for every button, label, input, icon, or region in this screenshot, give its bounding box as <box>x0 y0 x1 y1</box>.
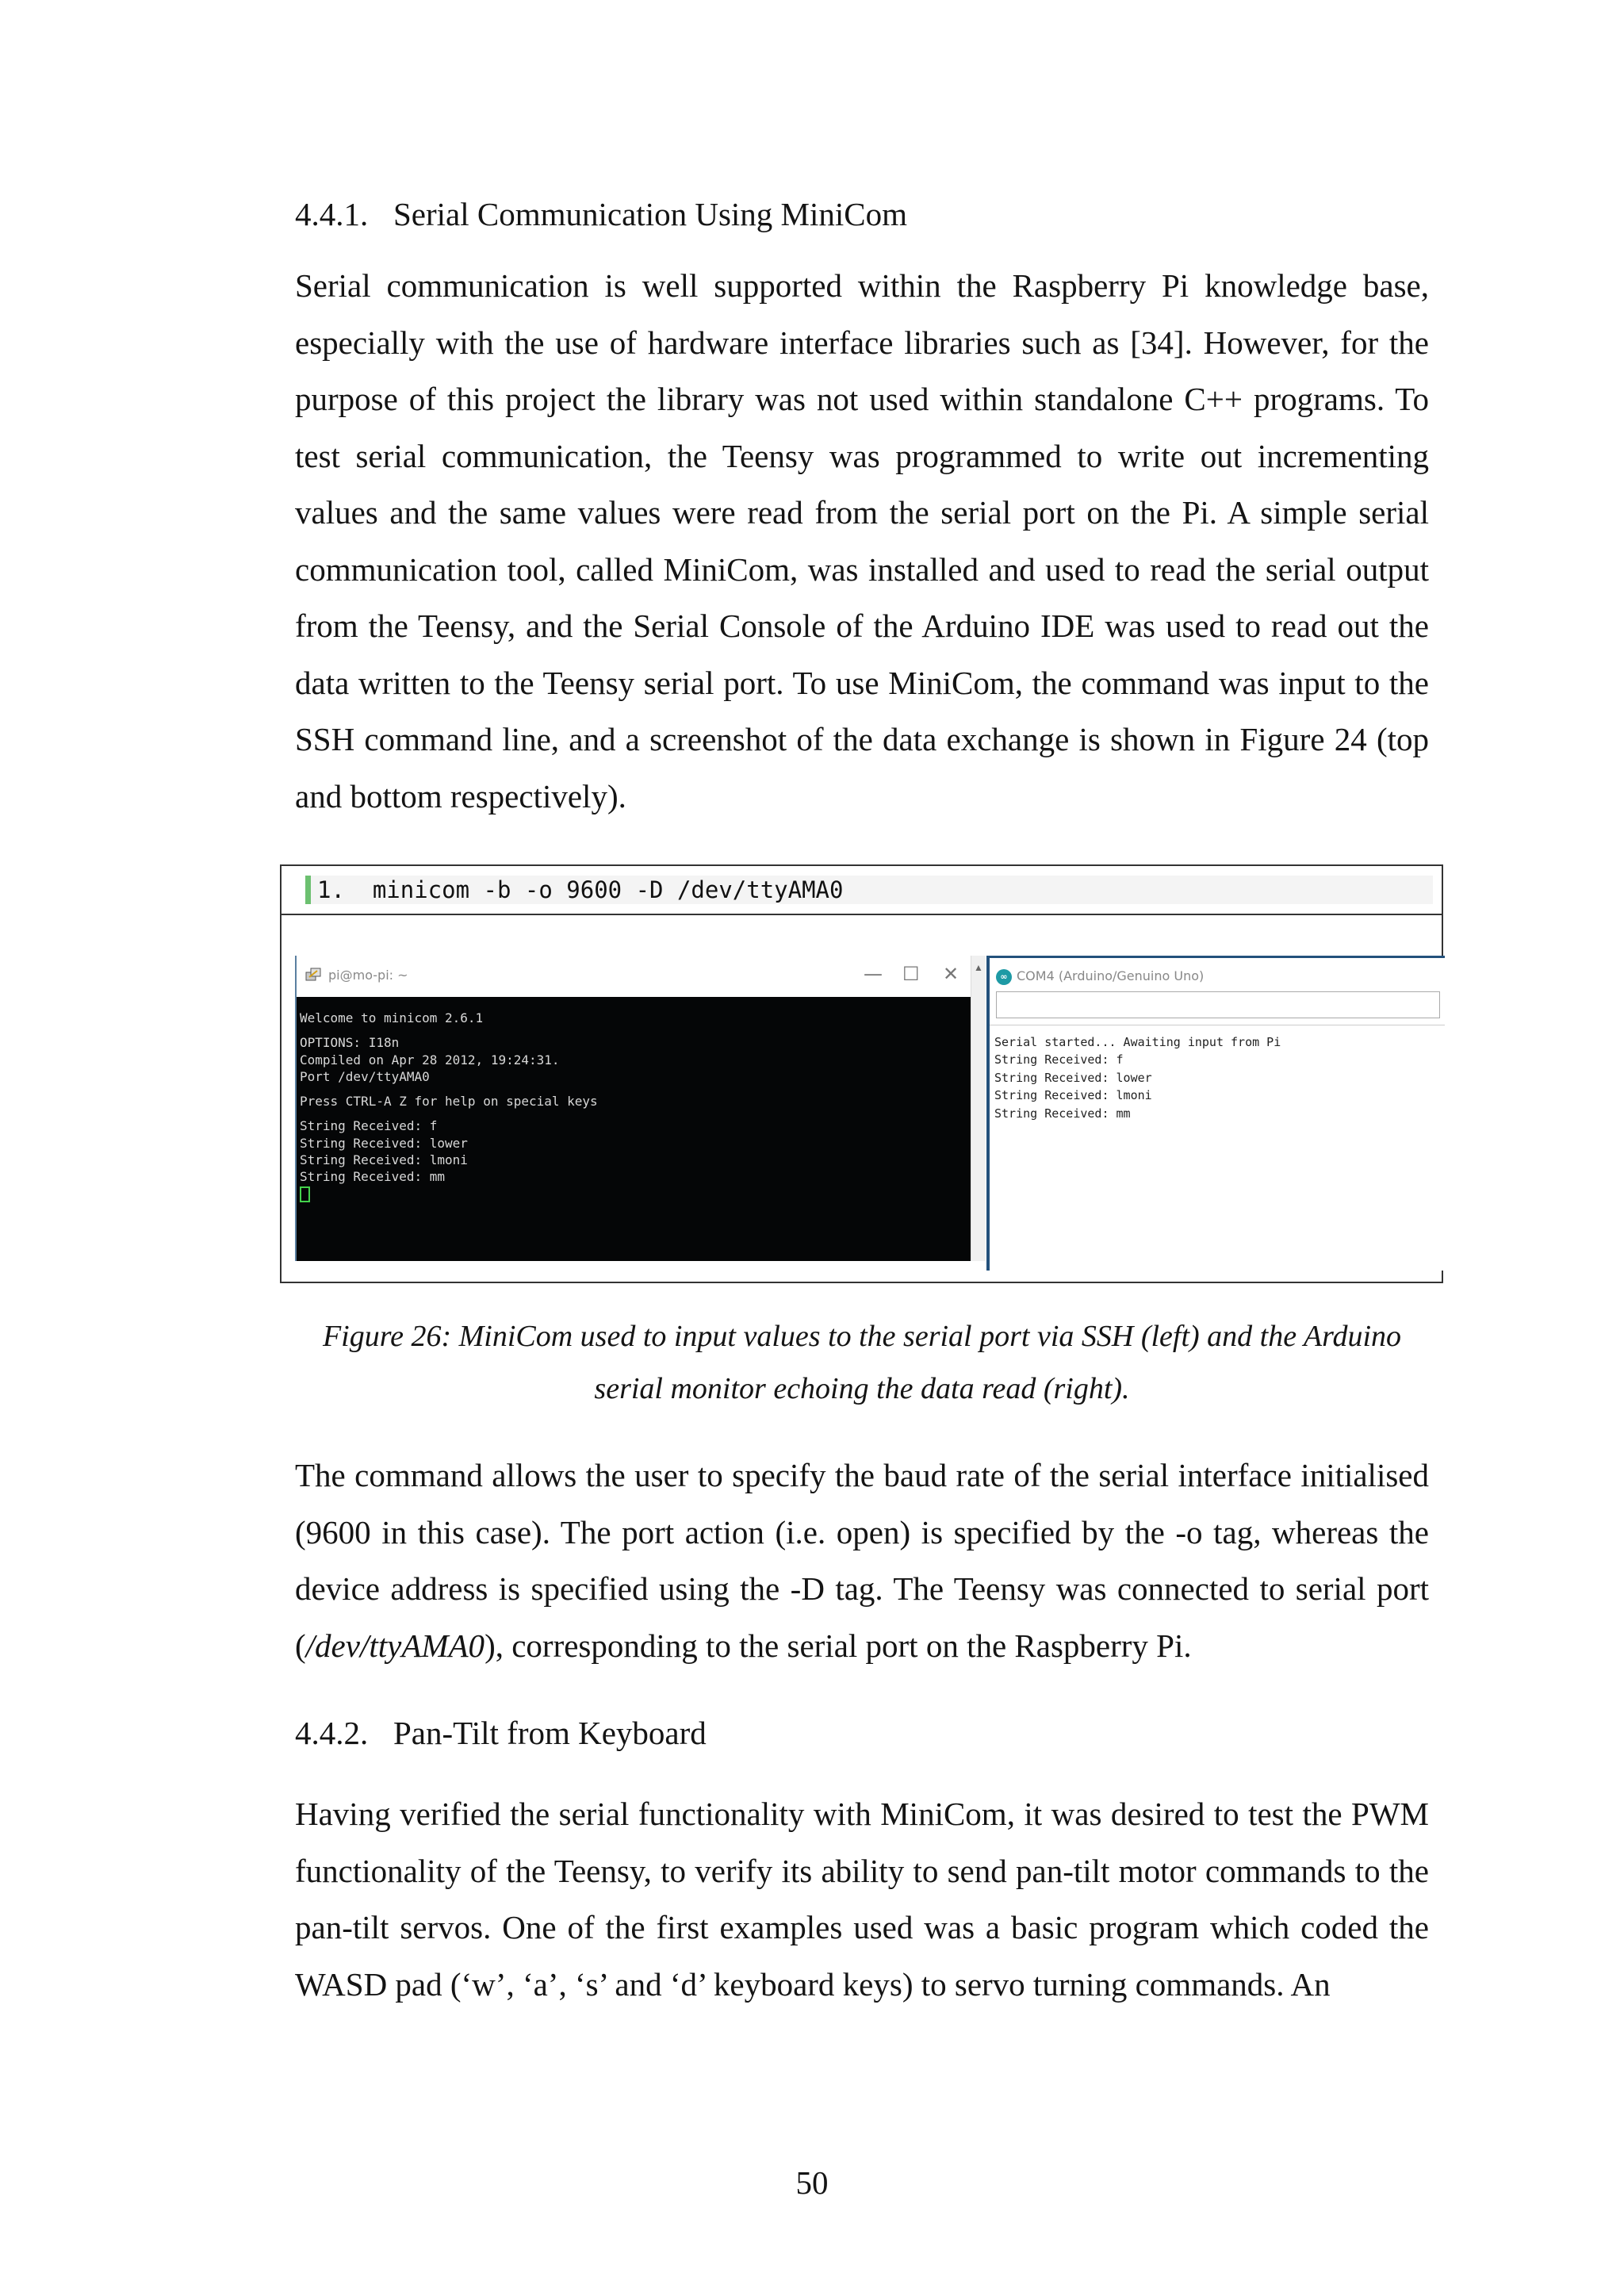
terminal-line: String Received: lmoni <box>300 1152 468 1168</box>
terminal-line: Compiled on Apr 28 2012, 19:24:31. <box>300 1052 560 1068</box>
terminal-scrollbar[interactable] <box>971 956 986 1261</box>
putty-icon <box>304 966 322 983</box>
page-number: 50 <box>795 2164 829 2201</box>
paragraph-text: ), corresponding to the serial port on the Raspberry Pi. <box>485 1627 1192 1664</box>
serial-monitor-window <box>986 956 1445 1271</box>
section-title: Pan-Tilt from Keyboard <box>393 1715 707 1751</box>
terminal-line: String Received: mm <box>300 1169 446 1185</box>
serial-monitor-titlebar <box>996 964 1204 988</box>
section-title: Serial Communication Using MiniCom <box>393 196 908 232</box>
device-path: /dev/ttyAMA0 <box>305 1627 485 1664</box>
serial-line: String Received: lmoni <box>994 1088 1152 1103</box>
code-line-1: 1. minicom -b -o 9600 -D /dev/ttyAMA0 <box>305 876 1433 904</box>
serial-line: String Received: f <box>994 1052 1124 1068</box>
section-number: 4.4.2. <box>295 1715 369 1751</box>
serial-line: String Received: lower <box>994 1070 1152 1085</box>
terminal-line: Welcome to minicom 2.6.1 <box>300 1010 484 1025</box>
terminal-window <box>295 956 972 1261</box>
minimize-icon[interactable]: — <box>864 963 883 985</box>
code-block <box>282 866 1442 915</box>
terminal-title: pi@mo-pi: ~ <box>328 968 408 983</box>
terminal-line: String Received: f <box>300 1118 438 1134</box>
serial-monitor-title: COM4 (Arduino/Genuino Uno) <box>1017 968 1205 983</box>
terminal-line: String Received: lower <box>300 1135 468 1151</box>
section-heading-4-4-1 <box>295 190 907 238</box>
terminal-output <box>297 997 972 1261</box>
figure-26 <box>280 864 1443 1283</box>
body-paragraph-1: Serial communication is well supported within the Raspberry Pi knowledge base, especially with the use of hardware interface libraries such as [34]. However, for the purpose of this project the library was not used within standalone C++ programs. To test serial communication, the Teensy was programmed to write out incrementing values and the same values were read from the serial port on the Pi. A simple serial communication tool, called MiniCom, was installed and used to read the serial output from the Teensy, and the Serial Console of the Arduino IDE was used to read out the data written to the Teensy serial port. To use MiniCom, the command was input to the SSH command line, and a screenshot of the data exchange is shown in Figure 24 (top and bottom respectively). <box>295 267 1429 815</box>
scroll-up-icon[interactable]: ▲ <box>974 962 983 973</box>
close-icon[interactable]: ✕ <box>943 963 959 985</box>
serial-send-input[interactable] <box>996 991 1440 1018</box>
section-number: 4.4.1. <box>295 196 369 232</box>
terminal-line: Port /dev/ttyAMA0 <box>300 1068 430 1084</box>
body-paragraph-3: Having verified the serial functionality with MiniCom, it was desired to test the PWM functionality of the Teensy, to verify its ability to send pan-tilt motor commands to the pan-tilt servos. One of the first examples used was a basic program which coded the WASD pad (‘w’, ‘a’, ‘s’ and ‘d’ keyboard keys) to servo turning commands. An <box>295 1796 1429 2003</box>
serial-monitor-output <box>990 1025 1445 1271</box>
paragraph-text: The command allows the user to specify the baud rate of the serial interface initialised (9600 in this case). The port action (i.e. open) is specified by the -o tag, whereas the device address is specified using the -D tag. The Teensy was connected to serial port ( <box>295 1457 1429 1664</box>
section-heading-4-4-2 <box>295 1709 707 1757</box>
terminal-titlebar <box>297 956 972 997</box>
terminal-line: OPTIONS: I18n <box>300 1035 400 1051</box>
body-paragraph-2 <box>295 1447 1429 1674</box>
serial-line: String Received: mm <box>994 1106 1131 1121</box>
arduino-logo-icon: ∞ <box>996 969 1012 985</box>
terminal-cursor <box>300 1186 310 1202</box>
maximize-icon[interactable]: ☐ <box>902 963 920 985</box>
terminal-line: Press CTRL-A Z for help on special keys <box>300 1094 598 1110</box>
figure-caption: Figure 26: MiniCom used to input values to the serial port via SSH (left) and the Arduino serial monitor echoing the data read (right). <box>322 1320 1402 1405</box>
serial-line: Serial started... Awaiting input from Pi <box>994 1035 1281 1049</box>
